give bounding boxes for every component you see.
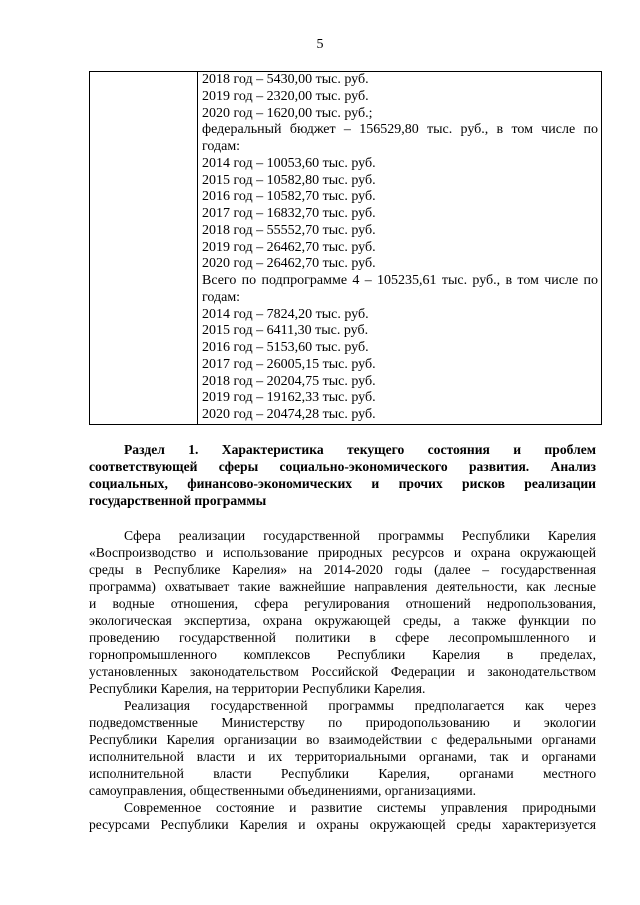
heading-line: соответствующей сферы социально-экономического развития. Анализ xyxy=(89,459,596,474)
body-line: и водные отношения, сфера регулирования отношений недропользования, xyxy=(89,596,596,611)
body-line: «Воспроизводство и использование природных ресурсов и охрана окружающей xyxy=(89,545,596,560)
table-line: 2015 год – 10582,80 тыс. руб. xyxy=(202,172,376,188)
body-line: исполнительной власти и их территориальными органами, так и органами xyxy=(89,749,596,764)
body-line: горнопромышленного комплексов Республики Карелия в пределах, xyxy=(89,647,596,662)
body-line: Современное состояние и развитие системы управления природными xyxy=(124,800,596,815)
body-line: Сфера реализации государственной программы Республики Карелия xyxy=(124,528,596,543)
table-line: 2016 год – 5153,60 тыс. руб. xyxy=(202,340,369,355)
table-line: 2020 год – 1620,00 тыс. руб.; xyxy=(202,105,373,121)
page-number: 5 xyxy=(316,37,324,52)
table-line: Всего по подпрограмме 4 – 105235,61 тыс. руб., в том числе по xyxy=(202,273,598,288)
body-line: установленных законодательством Российской Федерации и законодательством xyxy=(89,664,596,679)
body-line: экологическая экспертиза, охрана окружающей среды, а также функции по xyxy=(89,613,596,628)
table-line: 2019 год – 26462,70 тыс. руб. xyxy=(202,239,376,255)
body-line: исполнительной власти Республики Карелия, органами местного xyxy=(89,766,596,781)
table-line: 2020 год – 20474,28 тыс. руб. xyxy=(202,407,376,422)
body-line: Республики Карелия, на территории Республики Карелия. xyxy=(89,681,426,696)
table-line: 2018 год – 5430,00 тыс. руб. xyxy=(202,72,369,87)
body-line: подведомственные Министерству по природопользованию и экологии xyxy=(89,715,596,730)
section-heading xyxy=(89,441,596,509)
table-line: 2020 год – 26462,70 тыс. руб. xyxy=(202,256,376,272)
table-line: 2014 год – 7824,20 тыс. руб. xyxy=(202,306,369,322)
table-line: 2018 год – 20204,75 тыс. руб. xyxy=(202,373,376,389)
body-line: ресурсами Республики Карелия и охраны окружающей среды характеризуется xyxy=(89,817,596,832)
table-line: 2019 год – 2320,00 тыс. руб. xyxy=(202,88,369,104)
heading-line: государственной программы xyxy=(89,493,267,508)
body-line: среды в Республике Карелия» на 2014-2020 годы (далее – государственная xyxy=(89,562,596,577)
table-line: годам: xyxy=(202,289,241,305)
table-line: 2014 год – 10053,60 тыс. руб. xyxy=(202,155,376,171)
budget-table xyxy=(89,71,602,425)
table-line: 2017 год – 16832,70 тыс. руб. xyxy=(202,206,376,221)
table-line: 2018 год – 55552,70 тыс. руб. xyxy=(202,222,376,238)
table-line: 2017 год – 26005,15 тыс. руб. xyxy=(202,356,376,372)
table-line: годам: xyxy=(202,139,241,154)
table-empty-cell xyxy=(90,72,198,425)
body-text xyxy=(89,527,596,833)
body-line: проведению государственной политики в сфере лесопромышленного и xyxy=(89,630,596,645)
table-line: федеральный бюджет – 156529,80 тыс. руб., в том числе по xyxy=(202,122,598,138)
heading-line: социальных, финансово-экономических и прочих рисков реализации xyxy=(89,476,596,491)
body-line: программа) охватывает такие важнейшие направления деятельности, как лесные xyxy=(89,579,596,594)
table-row xyxy=(90,72,602,425)
table-line: 2015 год – 6411,30 тыс. руб. xyxy=(202,323,369,339)
heading-line: Раздел 1. Характеристика текущего состояния и проблем xyxy=(124,442,596,457)
table-funding-cell xyxy=(198,72,602,425)
body-line: самоуправления, общественными объединениями, организациями. xyxy=(89,783,476,798)
table-line: 2016 год – 10582,70 тыс. руб. xyxy=(202,189,376,205)
body-line: Республики Карелия организации во взаимодействии с федеральными органами xyxy=(89,732,596,747)
table-line: 2019 год – 19162,33 тыс. руб. xyxy=(202,390,376,406)
body-line: Реализация государственной программы предполагается как через xyxy=(124,698,596,713)
